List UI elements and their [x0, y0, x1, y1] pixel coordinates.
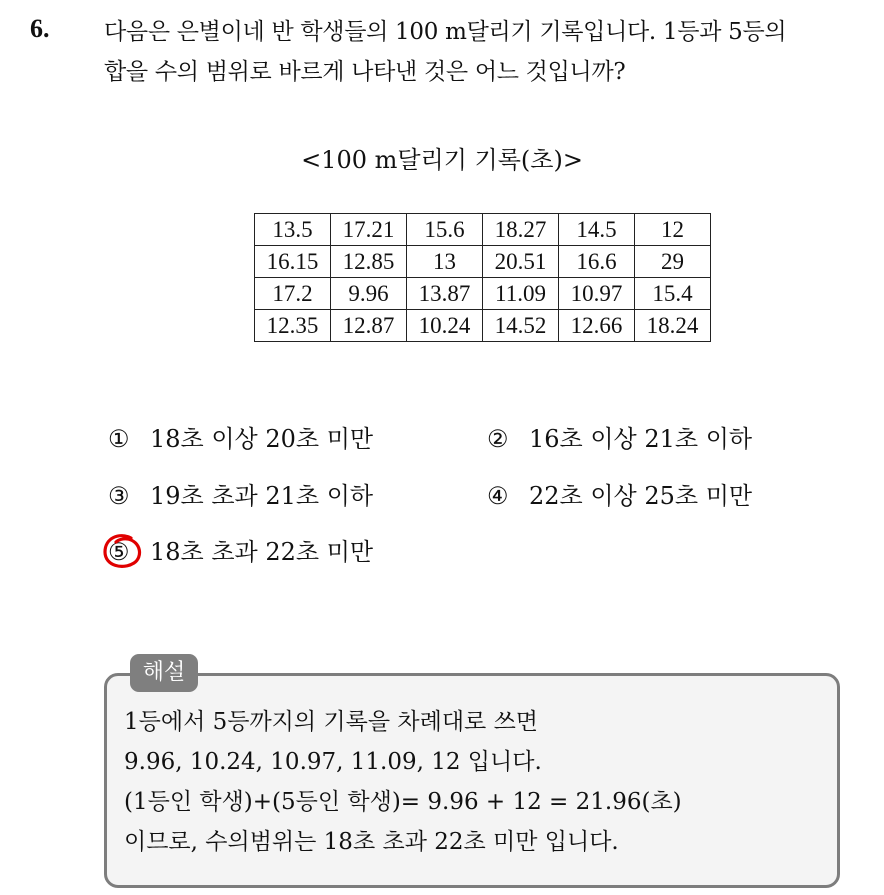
- table-row: [255, 214, 711, 246]
- question-line-2: 합을 수의 범위로 바르게 나타낸 것은 어느 것입니까?: [104, 59, 626, 85]
- choice-4-mark: ④: [487, 482, 509, 510]
- table-cell: 14.5: [559, 214, 635, 246]
- table-cell: 18.27: [483, 214, 559, 246]
- choice-3-text: 19초 초과 21초 이하: [150, 482, 374, 510]
- table-cell: 10.97: [559, 278, 635, 310]
- choice-4-text: 22초 이상 25초 미만: [529, 482, 753, 510]
- table-cell: 9.96: [331, 278, 407, 310]
- choice-1[interactable]: [108, 421, 373, 457]
- table-cell: 17.2: [255, 278, 331, 310]
- answer-circle-icon: [101, 532, 145, 572]
- table-row: [255, 310, 711, 342]
- table-cell: 15.6: [407, 214, 483, 246]
- choice-5-text: 18초 초과 22초 미만: [150, 538, 374, 566]
- question-text: [104, 12, 874, 92]
- choice-4[interactable]: [487, 478, 752, 514]
- table-cell: 16.15: [255, 246, 331, 278]
- table-row: [255, 278, 711, 310]
- explanation-text: [124, 702, 824, 862]
- table-cell: 29: [635, 246, 711, 278]
- table-cell: 17.21: [331, 214, 407, 246]
- choice-3-mark: ③: [108, 482, 130, 510]
- table-cell: 12.66: [559, 310, 635, 342]
- choice-2[interactable]: [487, 421, 752, 457]
- table-cell: 14.52: [483, 310, 559, 342]
- explanation-line-4: 이므로, 수의범위는 18초 초과 22초 미만 입니다.: [124, 829, 619, 855]
- explanation-line-3: (1등인 학생)+(5등인 학생)= 9.96 + 12 = 21.96(초): [124, 789, 682, 815]
- table-cell: 12.85: [331, 246, 407, 278]
- table-cell: 16.6: [559, 246, 635, 278]
- table-cell: 12.87: [331, 310, 407, 342]
- table-cell: 13.5: [255, 214, 331, 246]
- record-table: [254, 213, 711, 342]
- explanation-line-2: 9.96, 10.24, 10.97, 11.09, 12 입니다.: [124, 749, 542, 775]
- question-number: 6.: [30, 14, 50, 43]
- choice-1-mark: ①: [108, 425, 130, 453]
- table-cell: 13.87: [407, 278, 483, 310]
- question-line-1: 다음은 은별이네 반 학생들의 100 m달리기 기록입니다. 1등과 5등의: [104, 19, 787, 45]
- table-cell: 20.51: [483, 246, 559, 278]
- choice-2-text: 16초 이상 21초 이하: [529, 425, 753, 453]
- explanation-line-1: 1등에서 5등까지의 기록을 차례대로 쓰면: [124, 709, 538, 735]
- table-row: [255, 246, 711, 278]
- choice-1-text: 18초 이상 20초 미만: [150, 425, 374, 453]
- table-cell: 12: [635, 214, 711, 246]
- table-cell: 15.4: [635, 278, 711, 310]
- table-title: <100 m달리기 기록(초)>: [301, 146, 583, 174]
- choice-5[interactable]: [108, 534, 373, 570]
- table-cell: 11.09: [483, 278, 559, 310]
- explanation-tag: 해설: [130, 654, 198, 692]
- choice-3[interactable]: [108, 478, 373, 514]
- table-cell: 13: [407, 246, 483, 278]
- table-cell: 18.24: [635, 310, 711, 342]
- choice-2-mark: ②: [487, 425, 509, 453]
- choice-5-mark: ⑤: [108, 538, 130, 566]
- table-cell: 12.35: [255, 310, 331, 342]
- table-cell: 10.24: [407, 310, 483, 342]
